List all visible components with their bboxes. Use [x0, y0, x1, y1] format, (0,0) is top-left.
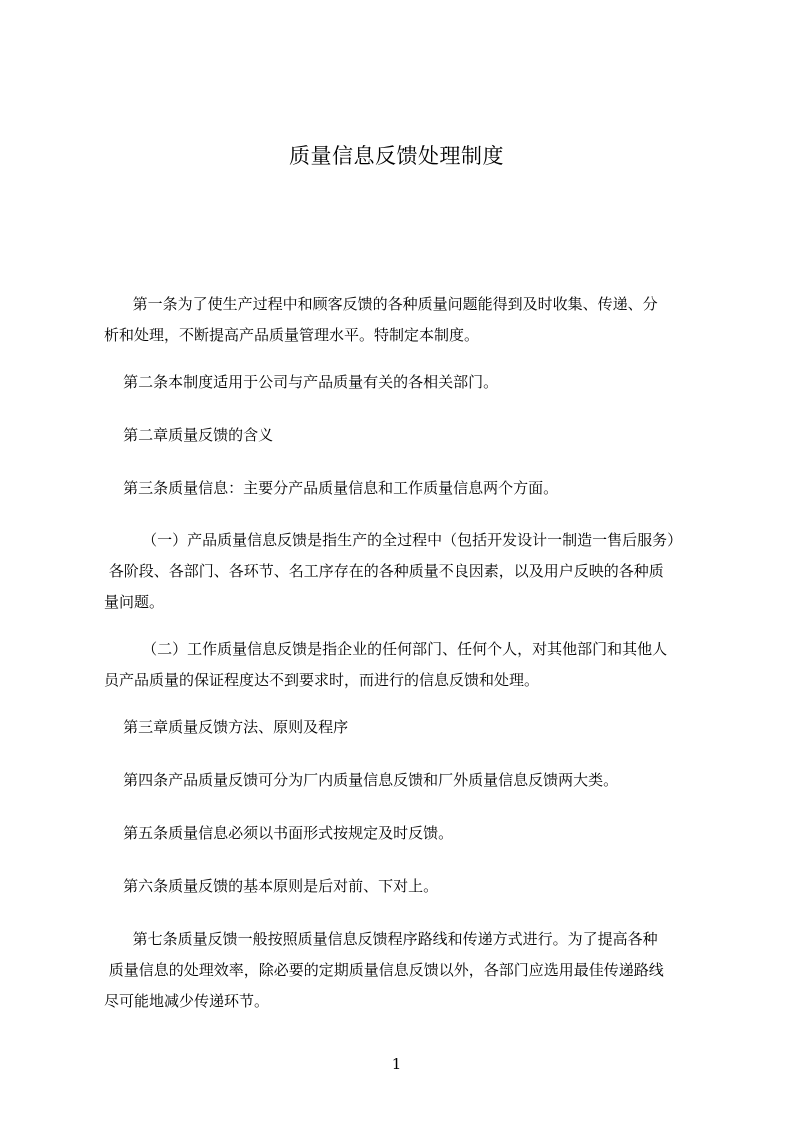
paragraph-line: 第二条本制度适用于公司与产品质量有关的各相关部门。: [104, 373, 499, 391]
paragraph-item-1: [104, 525, 700, 618]
paragraph-line: 各阶段、各部门、各环节、名工序存在的各种质量不良因素，以及用户反映的各种质: [104, 562, 664, 580]
paragraph-line: 员产品质量的保证程度达不到要求时，而进行的信息反馈和处理。: [104, 671, 540, 689]
paragraph-line: 第五条质量信息必须以书面形式按规定及时反馈。: [104, 824, 454, 842]
paragraph-line: 第六条质量反馈的基本原则是后对前、下对上。: [104, 877, 439, 895]
paragraph-article-4: [104, 765, 700, 796]
paragraph-line: 第四条产品质量反馈可分为厂内质量信息反馈和厂外质量信息反馈两大类。: [104, 771, 619, 789]
paragraph-article-2: [104, 367, 700, 398]
paragraph-line: 第二章质量反馈的含义: [104, 426, 274, 444]
paragraph-item-2: [104, 634, 700, 696]
paragraph-line: 第一条为了使生产过程中和顾客反馈的各种质量问题能得到及时收集、传递、分: [104, 295, 658, 313]
paragraph-line: 尽可能地减少传递环节。: [104, 992, 270, 1010]
paragraph-line: 第三章质量反馈方法、原则及程序: [104, 718, 349, 736]
chapter-heading-2: [104, 420, 700, 451]
paragraph-line: 第七条质量反馈一般按照质量信息反馈程序路线和传递方式进行。为了提高各种: [104, 930, 658, 948]
paragraph-line: 第三条质量信息：主要分产品质量信息和工作质量信息两个方面。: [104, 479, 559, 497]
paragraph-article-5: [104, 818, 700, 849]
paragraph-line: 析和处理，不断提高产品质量管理水平。特制定本制度。: [104, 326, 480, 344]
paragraph-line: （二）工作质量信息反馈是指企业的任何部门、任何个人，对其他部门和其他人: [104, 640, 668, 658]
paragraph-line: （一）产品质量信息反馈是指生产的全过程中（包括开发设计一制造一售后服务）: [104, 531, 683, 549]
paragraph-article-7: [104, 924, 700, 1017]
paragraph-article-1: [104, 289, 700, 351]
chapter-heading-3: [104, 712, 700, 743]
paragraph-line: 质量信息的处理效率，除必要的定期质量信息反馈以外，各部门应选用最佳传递路线: [104, 961, 664, 979]
page-number: 1: [391, 1055, 402, 1073]
paragraph-article-3: [104, 473, 700, 504]
paragraph-line: 量问题。: [104, 593, 165, 611]
document-title: 质量信息反馈处理制度: [289, 144, 504, 168]
paragraph-article-6: [104, 871, 700, 902]
